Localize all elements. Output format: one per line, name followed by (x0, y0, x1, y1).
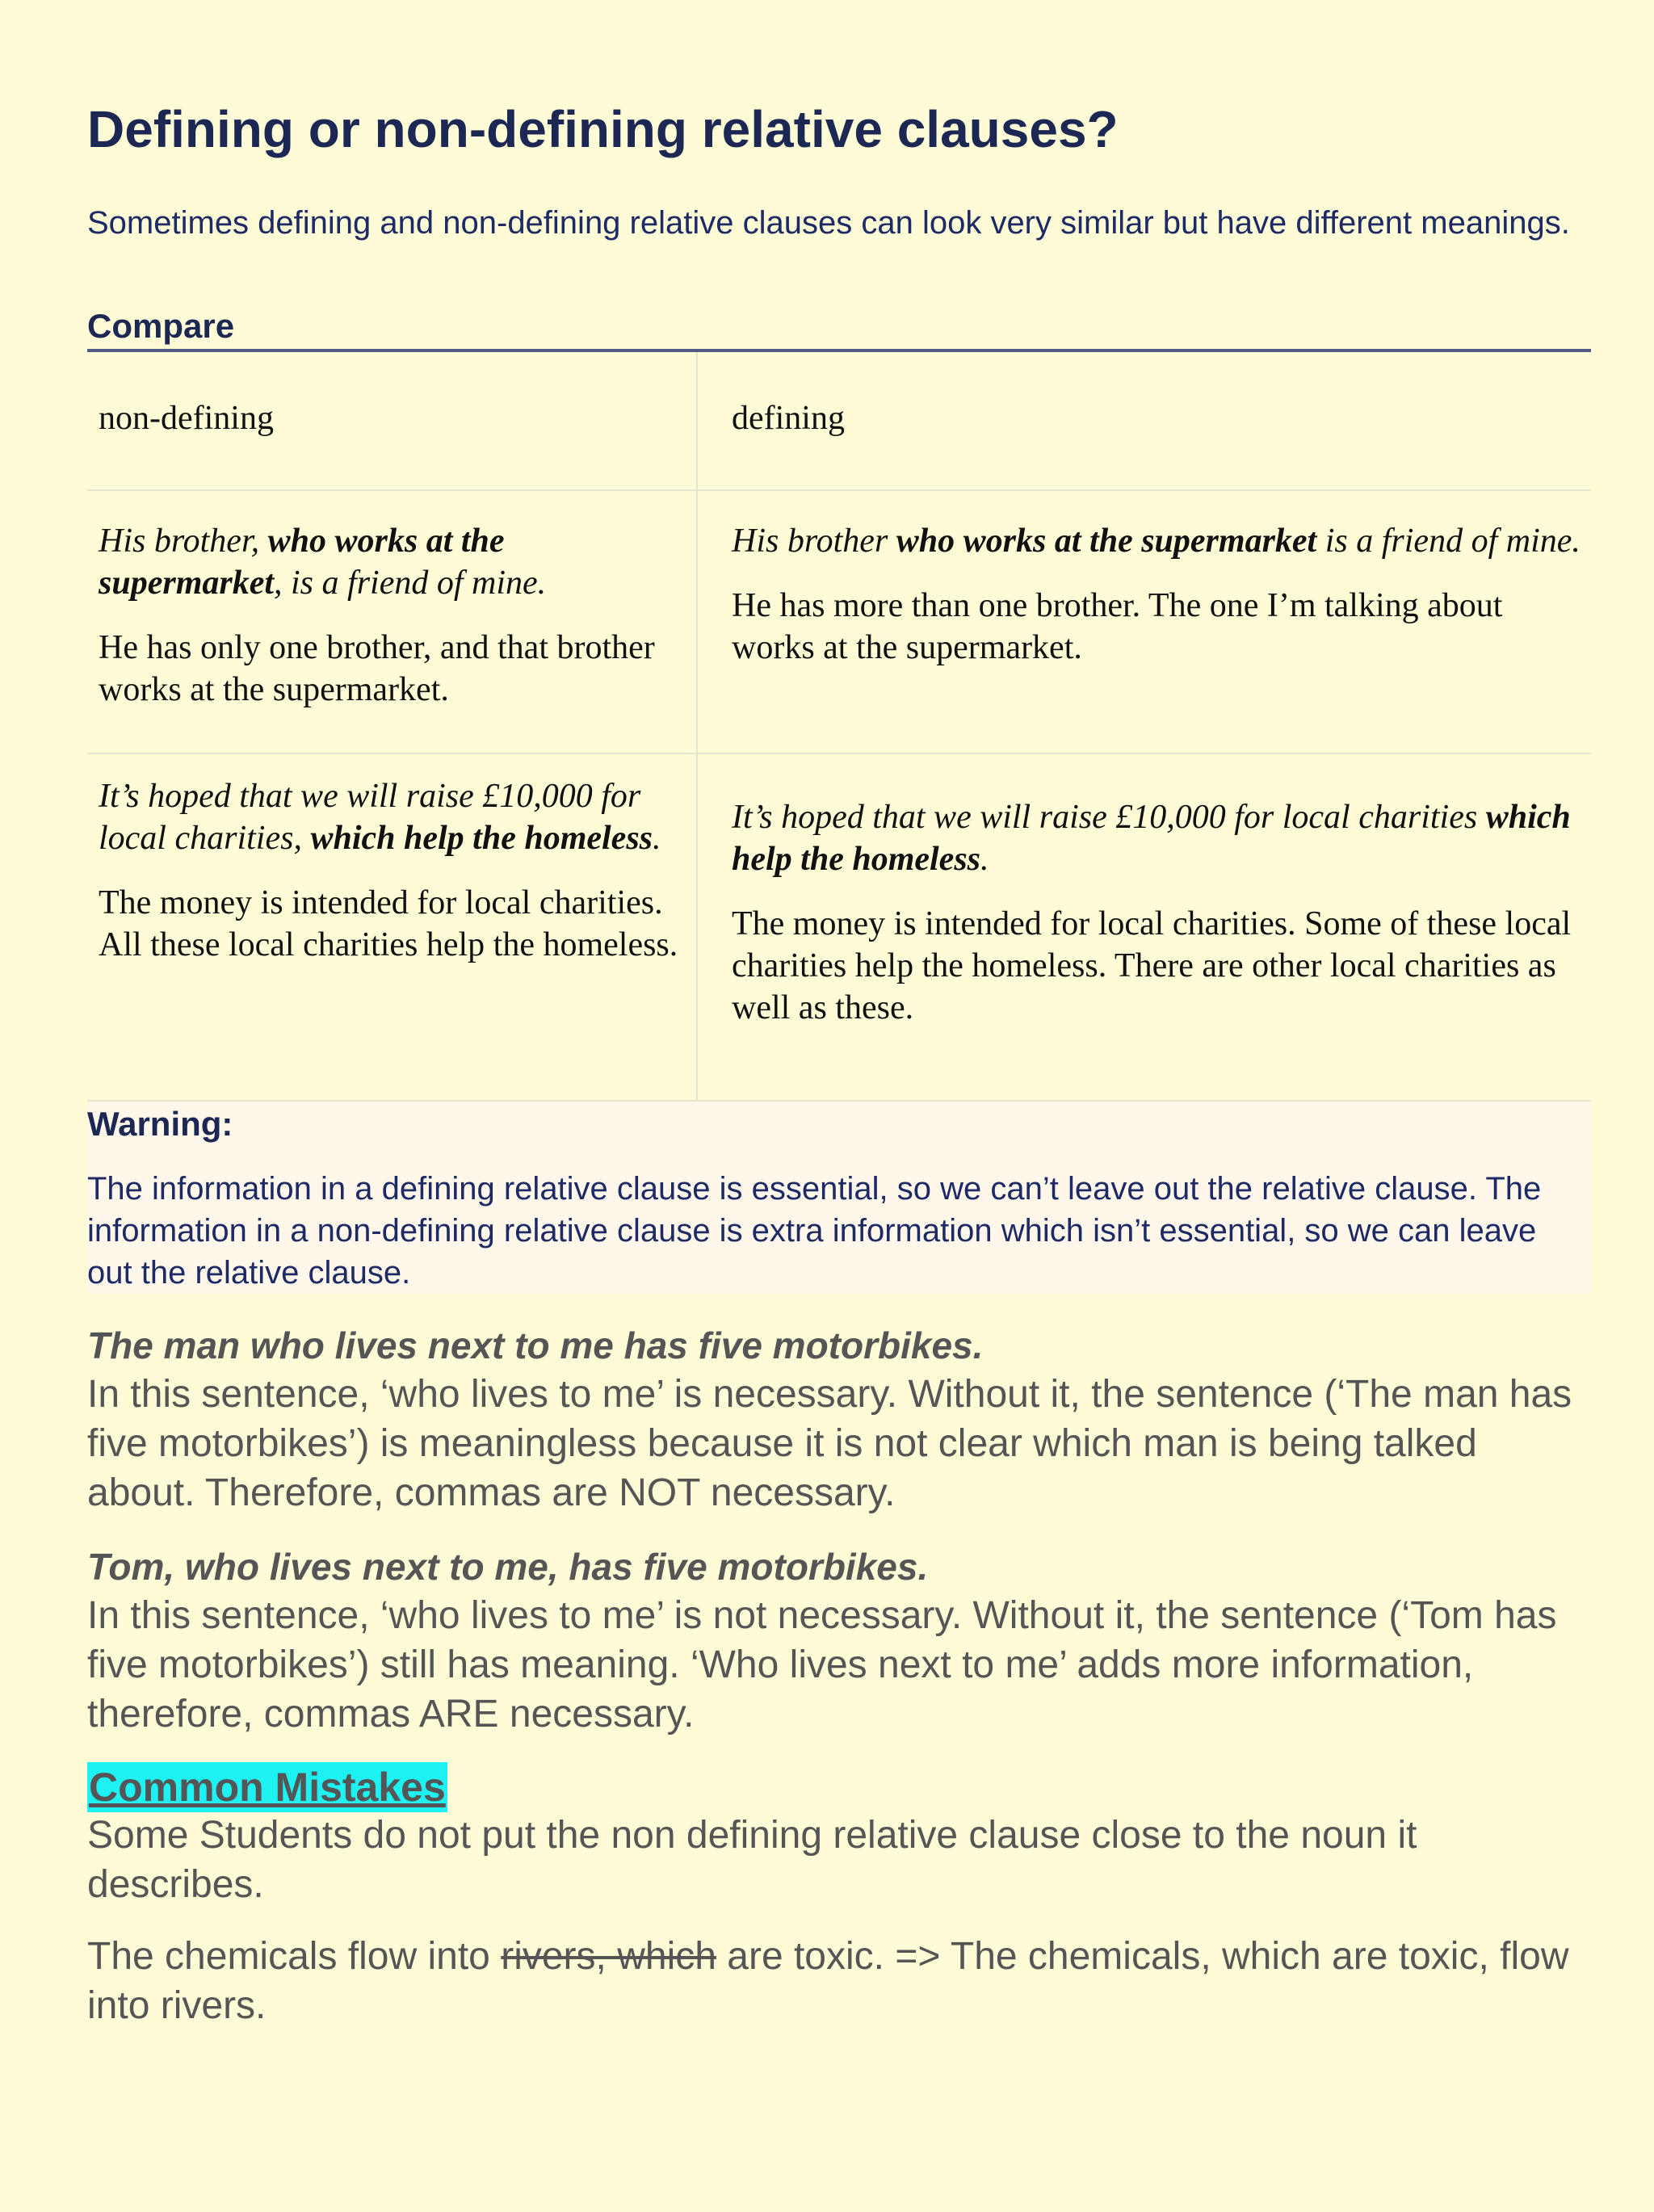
example-sentence: His brother, who works at the supermarket, is a friend of mine. (99, 523, 547, 602)
warning-title: Warning: (87, 1105, 233, 1143)
intro-paragraph: Sometimes defining and non-defining relative clauses can look very similar but have different meanings. (87, 205, 1570, 241)
comparison-table (87, 352, 1591, 1102)
defining-cell (696, 491, 1591, 753)
example-sentence: His brother who works at the supermarket is a friend of mine. (732, 523, 1581, 560)
table-header-row (87, 352, 1591, 491)
example-explanation: In this sentence, ‘who lives to me’ is not necessary. Without it, the sentence (‘Tom has five motorbikes’) still has meaning. ‘Who lives next to me’ adds more information, therefore, commas ARE necessary. (87, 1594, 1557, 1736)
non-defining-cell (87, 491, 696, 753)
compare-heading: Compare (87, 307, 235, 345)
example-sentence: It’s hoped that we will raise £10,000 for local charities, which help the homeless. (99, 778, 661, 857)
example-sentence: It’s hoped that we will raise £10,000 for local charities which help the homeless. (732, 799, 1571, 878)
page-title: Defining or non-defining relative clauses? (87, 100, 1119, 158)
explanation: The money is intended for local charities. All these local charities help the homeless. (99, 884, 678, 963)
warning-text: The information in a defining relative clause is essential, so we can’t leave out the relative clause. The information in a non-defining relative clause is extra information which isn’t essential, so we can leave out the relative clause. (87, 1171, 1542, 1291)
explanation: He has more than one brother. The one I’m talking about works at the supermarket. (732, 587, 1503, 666)
non-defining-cell (87, 754, 696, 1100)
common-mistakes-text: Some Students do not put the non defining relative clause close to the noun it describes. (87, 1814, 1417, 1906)
example-heading: Tom, who lives next to me, has five motorbikes. (87, 1546, 929, 1588)
header-defining: defining (696, 352, 1591, 489)
explanation: He has only one brother, and that brother works at the supermarket. (99, 629, 655, 708)
common-mistakes-heading: Common Mistakes (87, 1762, 447, 1812)
example-block (87, 1543, 1591, 1739)
table-row (87, 491, 1591, 754)
example-block (87, 1321, 1591, 1517)
common-mistakes-example: The chemicals flow into rivers, which are toxic. => The chemicals, which are toxic, flow into rivers. (87, 1935, 1569, 2027)
table-row (87, 754, 1591, 1102)
example-explanation: In this sentence, ‘who lives to me’ is necessary. Without it, the sentence (‘The man has five motorbikes’) is meaningless because it is not clear which man is being talked about. Therefore, commas are NOT necessary. (87, 1373, 1572, 1514)
explanation: The money is intended for local charities. Some of these local charities help the homeless. There are other local charities as well as these. (732, 905, 1572, 1026)
defining-cell (696, 754, 1591, 1100)
struck-text: rivers, which (501, 1935, 716, 1978)
example-heading: The man who lives next to me has five motorbikes. (87, 1324, 984, 1366)
header-non-defining: non-defining (99, 400, 274, 437)
